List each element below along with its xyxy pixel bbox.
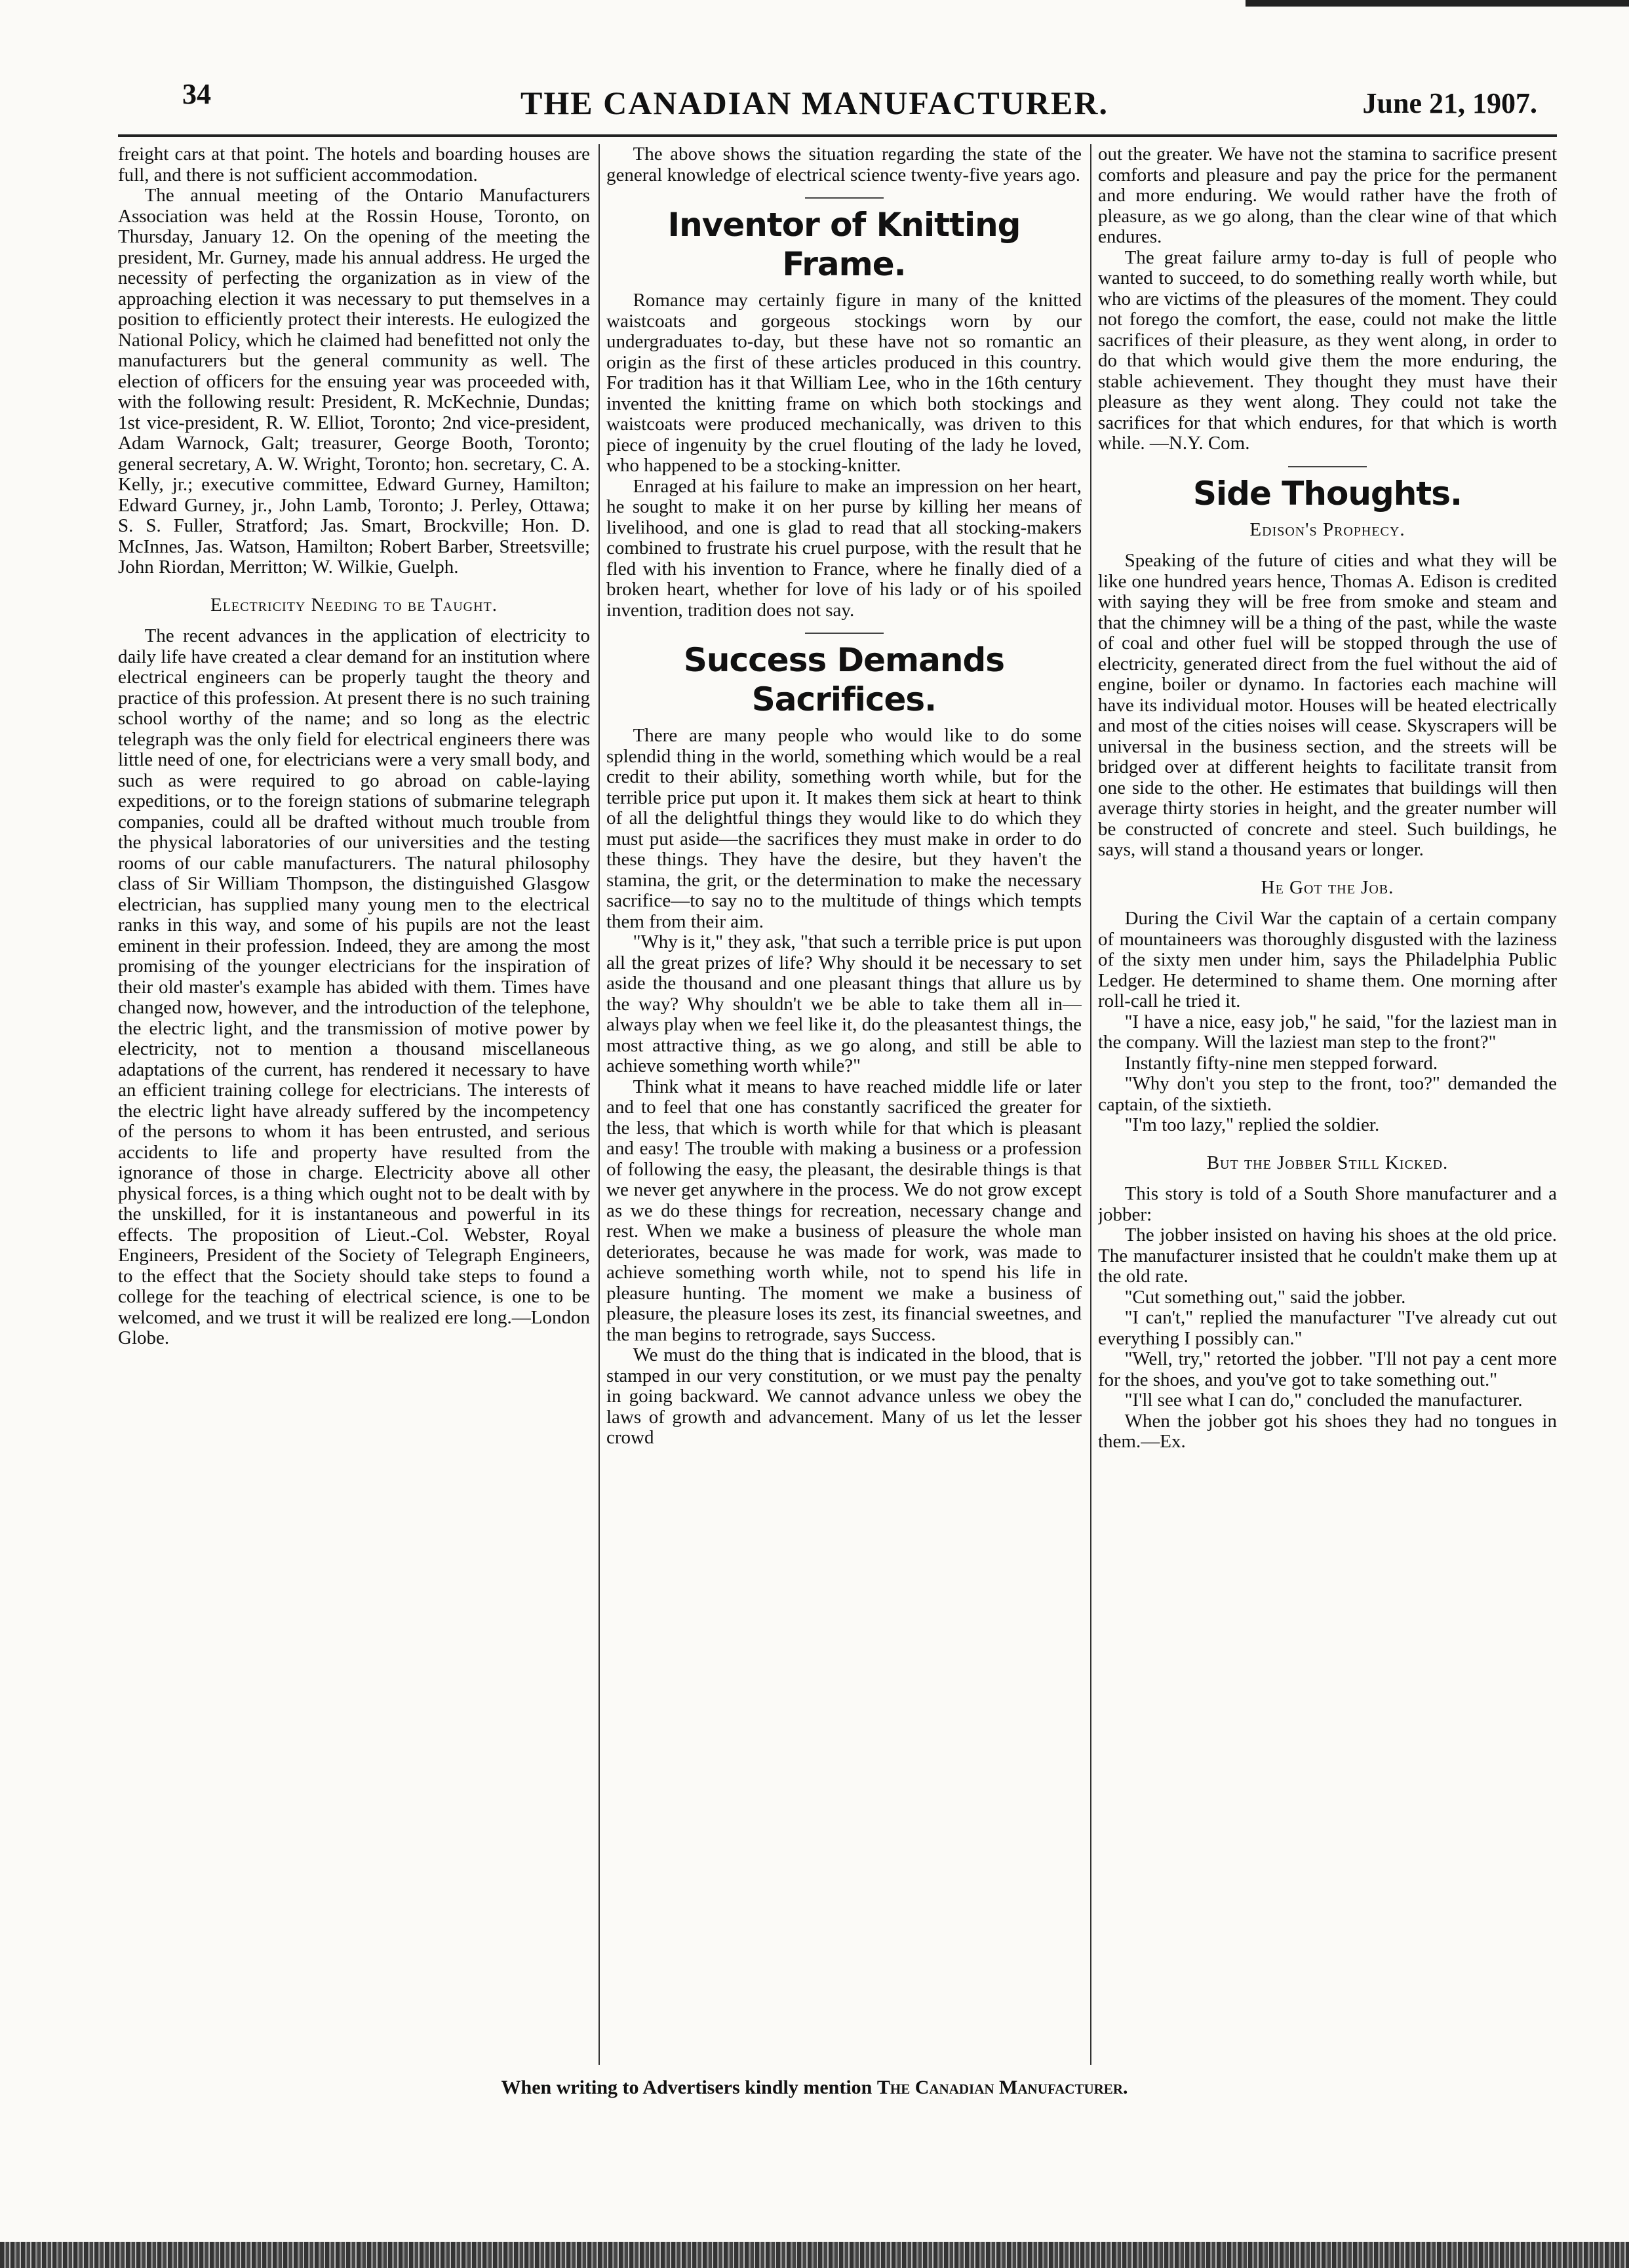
scan-edge-strip bbox=[0, 2242, 1629, 2268]
paragraph: "I'll see what I can do," concluded the manufacturer. bbox=[1124, 1390, 1523, 1411]
article-title-success: Success Demands Sacrifices. bbox=[683, 641, 1005, 718]
subheading-electricity: Electricity Needing to be Taught. bbox=[210, 594, 498, 616]
paragraph: "Why is it," they ask, "that such a terrible price is put upon all the great prizes of life? Why should it be necessary to set aside the thousand and one pleasant things that allure us by the way? Why shouldn't we be able to take them all in—always play when we feel like it, do the pleasantest things, the most attractive thing, as we go along, and still be able to achieve something worth while?" bbox=[606, 931, 1082, 1076]
paragraph: The above shows the situation regarding the state of the general knowledge of electrical science twenty-five years ago. bbox=[606, 144, 1082, 186]
paragraph: When the jobber got his shoes they had no tongues in them.—Ex. bbox=[1098, 1410, 1557, 1452]
separator-rule bbox=[1288, 466, 1367, 467]
advertiser-note-text: When writing to Advertisers kindly mention bbox=[501, 2077, 873, 2098]
paragraph: The great failure army to-day is full of people who wanted to succeed, to do something really worth while, but who are victims of the pleasures of the moment. They could not forego the comfort, the ease, could not make the little sacrifices of their pleasure, as they went along, in order to do that which would give them the more enduring, the stable achievement. They thought they must have their pleasure as they went along. They could not take the sacrifices for that which endures, for that which is worth while. —N.Y. Com. bbox=[1098, 246, 1557, 454]
paragraph: Instantly fifty-nine men stepped forward. bbox=[1124, 1052, 1438, 1074]
page-header bbox=[0, 0, 1629, 138]
subheading-jobber: But the Jobber Still Kicked. bbox=[1206, 1152, 1449, 1173]
column-3 bbox=[1098, 144, 1557, 2065]
paragraph: We must do the thing that is indicated in the blood, that is stamped in our very constitution, or we must pay the penalty in going backward. We cannot advance unless we obey the laws of growth and advancement. Many of us let the lesser crowd bbox=[606, 1344, 1082, 1448]
paragraph: "Why don't you step to the front, too?" demanded the captain, of the sixtieth. bbox=[1098, 1073, 1557, 1115]
header-rule bbox=[118, 134, 1557, 137]
paragraph: This story is told of a South Shore manufacturer and a jobber: bbox=[1098, 1183, 1557, 1225]
separator-rule bbox=[805, 633, 884, 634]
issue-date: June 21, 1907. bbox=[1362, 87, 1537, 119]
paragraph: "I can't," replied the manufacturer "I've already cut out everything I possibly can." bbox=[1098, 1307, 1557, 1349]
subheading-job: He Got the Job. bbox=[1261, 876, 1394, 898]
paragraph: "Well, try," retorted the jobber. "I'll not pay a cent more for the shoes, and you've got to take something out." bbox=[1098, 1348, 1557, 1390]
paragraph: The jobber insisted on having his shoes at the old price. The manufacturer insisted that he couldn't make them up at the old rate. bbox=[1098, 1224, 1557, 1287]
advertiser-note-journal: The Canadian Manufacturer. bbox=[876, 2077, 1128, 2098]
paragraph: There are many people who would like to do some splendid thing in the world, something which would be a real credit to their ability, something worth while, but for the terrible price put upon it. It makes them sick at heart to think of all the delightful things they would like to do which they must put aside—the sacrifices they must make in order to do these things. They have the desire, but they haven't the stamina, the grit, or the determination to make the necessary sacrifice—to say no to the multitude of things which tempts them from their aim. bbox=[606, 725, 1082, 932]
paragraph: "I have a nice, easy job," he said, "for the laziest man in the company. Will the laziest man step to the front?" bbox=[1098, 1011, 1557, 1053]
article-title-knitting-frame: Inventor of Knitting Frame. bbox=[667, 206, 1021, 283]
article-title-side-thoughts: Side Thoughts. bbox=[1193, 474, 1462, 513]
column-2 bbox=[606, 144, 1082, 2065]
paragraph: Think what it means to have reached middle life or later and to feel that one has constantly sacrificed the greater for the less, that which is worth while for that which is pleasant and easy! The trouble with making a business or a profession of following the easy, the pleasant, the desirable things is that we never get anywhere in the process. We do not grow except as we do these things for recreation, necessary change and rest. When we make a business of pleasure the whole man deteriorates, because he was made for work, was made to achieve something worth while, not to spend his life in pleasure hunting. The moment we make a business of pleasure, the pleasure loses its zest, its financial sweetnes, and the man begins to retrograde, says Success. bbox=[606, 1076, 1082, 1345]
column-divider bbox=[1090, 144, 1091, 2065]
paragraph: Romance may certainly figure in many of the knitted waistcoats and gorgeous stockings worn by our undergraduates to-day, but these have not so romantic an origin as the first of these articles produced in this country. For tradition has it that William Lee, who in the 16th century invented the knitting frame on which both stockings and waistcoats were produced mechanically, was driven to this piece of ingenuity by the cruel flouting of the lady he loved, who happened to be a stocking-knitter. bbox=[606, 290, 1082, 476]
separator-rule bbox=[805, 197, 884, 199]
paragraph: "Cut something out," said the jobber. bbox=[1124, 1286, 1406, 1308]
paragraph: Speaking of the future of cities and what they will be like one hundred years hence, Thomas A. Edison is credited with saying they will be free from smoke and steam and that the chimney will be a thing of the past, while the waste of coal and other fuel will be stopped through the use of electricity, generated direct from the fuel without the aid of engine, boiler or dynamo. In factories each machine will have its individual motor. Houses will be heated electrically and most of the cities noises will cease. Skyscrapers will be universal in the business section, and the streets will be bridged over at different heights to facilitate transit from one side to the other. He estimates that buildings will then average thirty stories in height, and the greater number will be constructed of concrete and steel. Such buildings, he says, will stand a thousand years or longer. bbox=[1098, 550, 1557, 860]
paragraph: freight cars at that point. The hotels and boarding houses are full, and there is not sufficient accommodation. bbox=[118, 144, 590, 186]
column-divider bbox=[599, 144, 600, 2065]
paragraph: The annual meeting of the Ontario Manufacturers Association was held at the Rossin House, Toronto, on Thursday, January 12. On the opening of the meeting the president, Mr. Gurney, made his annual address. He urged the necessity of perfecting the organization as in view of the approaching election it was necessary to put themselves in a position to efficiently protect their interests. He eulogized the National Policy, which he claimed had benefitted not only the manufacturers but the general community as well. The election of officers for the ensuing year was proceeded with, with the following result: President, R. McKechnie, Dundas; 1st vice-president, R. W. Elliot, Toronto; 2nd vice-president, Adam Warnock, Galt; treasurer, George Booth, Toronto; general secretary, A. W. Wright, Toronto; hon. secretary, C. A. Kelly, jr.; executive committee, Edward Gurney, Hamilton; Edward Gurney, jr., John Lamb, Toronto; J. Perley, Ottawa; S. S. Fuller, Stratford; Jas. Smart, Brockville; Hon. D. McInnes, Jas. Watson, Hamilton; Robert Barber, Streetsville; John Riordan, Merritton; W. Wilkie, Guelph. bbox=[118, 185, 590, 577]
subheading-edison: Edison's Prophecy. bbox=[1249, 518, 1405, 540]
paragraph: During the Civil War the captain of a certain company of mountaineers was thoroughly disgusted with the laziness of the sixty men under him, says the Philadelphia Public Ledger. He determined to shame them. One morning after roll-call he tried it. bbox=[1098, 908, 1557, 1011]
paragraph: The recent advances in the application of electricity to daily life have created a clear demand for an institution where electrical engineers can be properly taught the theory and practice of this profession. At present there is no such training school worthy of the name; and so long as the electric telegraph was the only field for electrical engineers there was little need of one, for electricians were a very small body, and such as were required to go abroad on cable-laying expeditions, or to the foreign stations of submarine telegraph companies, could all be drafted without much trouble from the physical laboratories of our universities and the testing rooms of our cable manufacturers. The natural philosophy class of Sir William Thompson, the distinguished Glasgow electrician, has supplied many young men to the electrical ranks in this way, and some of his pupils are not the least eminent in their profession. Indeed, they are among the most promising of the younger electricians for the inspiration of their old master's example has abided with them. Times have changed now, however, and the introduction of the telephone, the electric light, and the transmission of motive power by electricity, not to mention a thousand miscellaneous adaptations of the current, has rendered it necessary to have an efficient training college for electricians. The interests of the electric light have already suffered by the incompetency of the persons to whom it has been entrusted, and serious accidents to life and property have resulted from the ignorance of those in charge. Electricity above all other physical forces, is a thing which ought not to be dealt with by the unskilled, for it is instantaneous and powerful in its effects. The proposition of Lieut.-Col. Webster, Royal Engineers, President of the Society of Telegraph Engineers, to the effect that the Society should take steps to found a college for the teaching of electrical science, is one to be welcomed, and we trust it will be realized ere long.—London Globe. bbox=[118, 625, 590, 1348]
scan-corner-mark bbox=[1246, 0, 1629, 7]
column-1 bbox=[118, 144, 590, 2065]
journal-title: THE CANADIAN MANUFACTURER. bbox=[520, 85, 1109, 121]
paragraph: "I'm too lazy," replied the soldier. bbox=[1124, 1114, 1380, 1135]
paragraph: out the greater. We have not the stamina to sacrifice present comforts and pleasure and pay the price for the permanent and more enduring. We would rather have the froth of pleasure, as we go along, than the clear wine of that which endures. bbox=[1098, 144, 1557, 247]
paragraph: Enraged at his failure to make an impression on her heart, he sought to make it on her purse by killing her means of livelihood, and one is glad to read that all stocking-makers combined to frustrate his cruel purpose, with the result that he fled with his invention to France, where he finally died of a broken heart, whether for love of his lady or of his spoiled invention, tradition does not say. bbox=[606, 475, 1082, 621]
article-columns bbox=[118, 144, 1557, 2065]
advertiser-note bbox=[0, 2077, 1629, 2099]
page-number: 34 bbox=[182, 78, 211, 110]
